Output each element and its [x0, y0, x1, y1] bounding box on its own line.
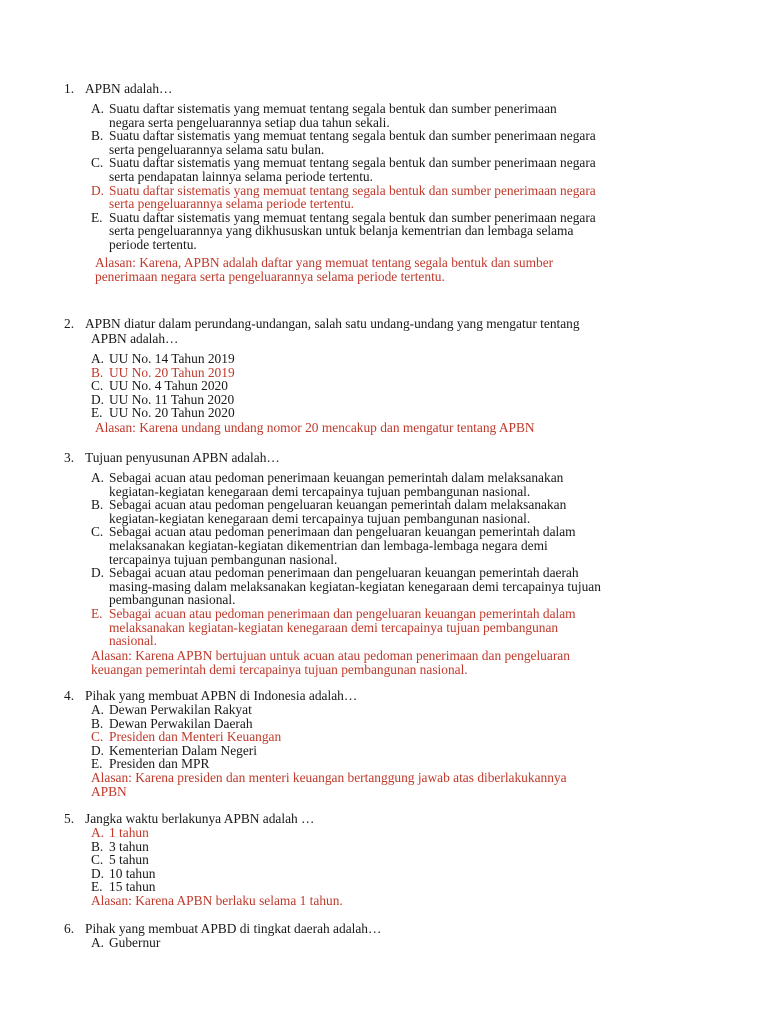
answer-reason	[91, 649, 570, 676]
reason-line: APBN	[91, 783, 127, 799]
option-line: 10 tahun	[109, 865, 156, 881]
option-letter: C.	[91, 378, 104, 394]
question-stem	[64, 317, 580, 345]
option-line: nasional.	[109, 633, 157, 649]
reason-line: Alasan: Karena APBN berlaku selama 1 tahun.	[91, 893, 343, 908]
option-letter: B.	[91, 838, 104, 854]
option-a	[91, 102, 596, 129]
question-stem	[64, 812, 314, 826]
option-e	[91, 757, 281, 771]
option-letter: A.	[91, 101, 105, 116]
option-line: Suatu daftar sistematis yang memuat tentang segala bentuk dan sumber penerimaan negara	[109, 182, 596, 198]
option-c	[91, 525, 601, 566]
option-letter: A.	[91, 702, 105, 717]
option-line: Sebagai acuan atau pedoman penerimaan dan pengeluaran keuangan pemerintah dalam	[109, 524, 576, 540]
option-letter: A.	[91, 935, 105, 950]
option-line: Sebagai acuan atau pedoman penerimaan dan pengeluaran keuangan pemerintah dalam	[109, 605, 576, 621]
option-e	[91, 406, 235, 420]
option-letter: E.	[91, 605, 103, 621]
option-line: Sebagai acuan atau pedoman penerimaan dan pengeluaran keuangan pemerintah daerah	[109, 565, 579, 581]
option-line: Kementerian Dalam Negeri	[109, 742, 257, 758]
option-letter: E.	[91, 405, 103, 421]
reason-line: Alasan: Karena presiden dan menteri keuangan bertanggung jawab atas diberlakukannya	[91, 770, 567, 785]
stem-line: APBN adalah…	[91, 330, 179, 346]
option-b	[91, 129, 596, 156]
option-line: Presiden dan Menteri Keuangan	[109, 729, 282, 745]
option-b-correct	[91, 366, 235, 380]
option-letter: D.	[91, 565, 105, 581]
option-line: UU No. 20 Tahun 2020	[109, 405, 235, 421]
option-line: Suatu daftar sistematis yang memuat tentang segala bentuk dan sumber penerimaan	[109, 101, 557, 116]
option-line: Presiden dan MPR	[109, 756, 210, 772]
option-d-correct	[91, 184, 596, 211]
stem-line: Tujuan penyusunan APBN adalah…	[85, 450, 280, 465]
answer-reason	[95, 421, 535, 435]
option-a	[91, 703, 281, 717]
options-list	[91, 936, 160, 950]
options-list	[91, 826, 156, 894]
option-letter: C.	[91, 524, 104, 540]
option-line: kegiatan-kegiatan kenegaraan demi tercapainya tujuan pembangunan nasional.	[109, 510, 531, 526]
option-c	[91, 156, 596, 183]
reason-line: Alasan: Karena undang undang nomor 20 mencakup dan mengatur tentang APBN	[95, 420, 535, 435]
option-line: Gubernur	[109, 935, 161, 950]
option-line: 3 tahun	[109, 838, 149, 854]
option-line: pembangunan nasional.	[109, 592, 236, 608]
stem-line: Jangka waktu berlakunya APBN adalah …	[85, 811, 315, 826]
option-b	[91, 840, 156, 854]
question-number: 6.	[64, 921, 75, 936]
question-stem	[64, 922, 381, 936]
option-line: 15 tahun	[109, 879, 156, 895]
option-line: Sebagai acuan atau pedoman penerimaan keuangan pemerintah dalam melaksanakan	[109, 470, 564, 485]
stem-line: APBN adalah…	[85, 81, 173, 96]
question-stem	[64, 451, 280, 465]
option-line: UU No. 20 Tahun 2019	[109, 364, 235, 380]
option-letter: E.	[91, 209, 103, 225]
option-letter: B.	[91, 715, 104, 731]
option-a	[91, 471, 601, 498]
question-stem	[64, 689, 357, 703]
question-number: 1.	[64, 81, 75, 96]
option-line: UU No. 4 Tahun 2020	[109, 378, 228, 394]
option-line: Dewan Perwakilan Rakyat	[109, 702, 252, 717]
option-letter: A.	[91, 470, 105, 485]
option-line: serta pendapatan lainnya selama periode tertentu.	[109, 168, 373, 184]
option-d	[91, 566, 601, 607]
options-list	[91, 471, 601, 648]
option-line: Suatu daftar sistematis yang memuat tentang segala bentuk dan sumber penerimaan negara	[109, 128, 596, 144]
option-e	[91, 211, 596, 252]
option-letter: D.	[91, 742, 105, 758]
option-line: tercapainya tujuan pembangunan nasional.	[109, 551, 338, 567]
option-e-correct	[91, 607, 601, 648]
option-c	[91, 379, 235, 393]
option-line: UU No. 14 Tahun 2019	[109, 351, 235, 366]
options-list	[91, 352, 235, 420]
option-line: 1 tahun	[109, 825, 149, 840]
option-d	[91, 867, 156, 881]
option-e	[91, 880, 156, 894]
option-a-correct	[91, 826, 156, 840]
option-letter: A.	[91, 825, 105, 840]
option-letter: C.	[91, 729, 104, 745]
question-number: 3.	[64, 450, 75, 465]
option-line: Suatu daftar sistematis yang memuat tentang segala bentuk dan sumber penerimaan negara	[109, 155, 596, 171]
option-letter: E.	[91, 756, 103, 772]
answer-reason	[91, 771, 567, 798]
option-line: Suatu daftar sistematis yang memuat tentang segala bentuk dan sumber penerimaan negara	[109, 209, 596, 225]
option-letter: C.	[91, 155, 104, 171]
option-line: Dewan Perwakilan Daerah	[109, 715, 253, 731]
options-list	[91, 102, 596, 252]
option-letter: D.	[91, 182, 105, 198]
answer-reason	[95, 256, 553, 283]
option-line: masing-masing dalam melaksanakan kegiatan-kegiatan kenegaraan demi tercapainya tujuan	[109, 578, 601, 594]
option-a	[91, 936, 160, 950]
option-letter: D.	[91, 865, 105, 881]
option-line: kegiatan-kegiatan kenegaraan demi tercapainya tujuan pembangunan nasional.	[109, 483, 531, 499]
option-line: UU No. 11 Tahun 2020	[109, 391, 235, 407]
question-stem	[64, 82, 172, 96]
options-list	[91, 703, 281, 771]
option-line: periode tertentu.	[109, 236, 197, 252]
option-letter: B.	[91, 364, 104, 380]
stem-line: APBN diatur dalam perundang-undangan, salah satu undang-undang yang mengatur tentang	[85, 316, 580, 331]
option-line: serta pengeluarannya selama satu bulan.	[109, 141, 325, 157]
option-c	[91, 853, 156, 867]
option-line: serta pengeluarannya selama periode tertentu.	[109, 196, 355, 212]
option-letter: B.	[91, 497, 104, 513]
option-letter: A.	[91, 351, 105, 366]
option-letter: C.	[91, 852, 104, 868]
option-c-correct	[91, 730, 281, 744]
reason-line: Alasan: Karena APBN bertujuan untuk acuan atau pedoman penerimaan dan pengeluaran	[91, 648, 570, 663]
option-letter: E.	[91, 879, 103, 895]
option-letter: B.	[91, 128, 104, 144]
option-line: melaksanakan kegiatan-kegiatan kenegaraan demi tercapainya tujuan pembangunan	[109, 619, 559, 635]
reason-line: Alasan: Karena, APBN adalah daftar yang memuat tentang segala bentuk dan sumber	[95, 255, 554, 270]
answer-reason	[91, 894, 343, 908]
reason-line: keuangan pemerintah demi tercapainya tujuan pembangunan nasional.	[91, 661, 468, 677]
stem-line: Pihak yang membuat APBN di Indonesia adalah…	[85, 688, 358, 703]
option-line: melaksanakan kegiatan-kegiatan dikementrian dan lembaga-lembaga negara demi	[109, 537, 548, 553]
option-letter: D.	[91, 391, 105, 407]
option-d	[91, 393, 235, 407]
option-line: serta pengeluarannya yang dikhususkan untuk belanja kementrian dan lembaga selama	[109, 223, 574, 239]
option-b	[91, 717, 281, 731]
option-a	[91, 352, 235, 366]
question-number: 2.	[64, 316, 75, 331]
reason-line: penerimaan negara serta pengeluarannya selama periode tertentu.	[95, 268, 445, 284]
option-d	[91, 744, 281, 758]
question-number: 4.	[64, 688, 75, 703]
question-number: 5.	[64, 811, 75, 826]
option-b	[91, 498, 601, 525]
option-line: Sebagai acuan atau pedoman pengeluaran keuangan pemerintah dalam melaksanakan	[109, 497, 567, 513]
stem-line: Pihak yang membuat APBD di tingkat daerah adalah…	[85, 921, 382, 936]
option-line: 5 tahun	[109, 852, 149, 868]
option-line: negara serta pengeluarannya setiap dua tahun sekali.	[109, 114, 390, 130]
